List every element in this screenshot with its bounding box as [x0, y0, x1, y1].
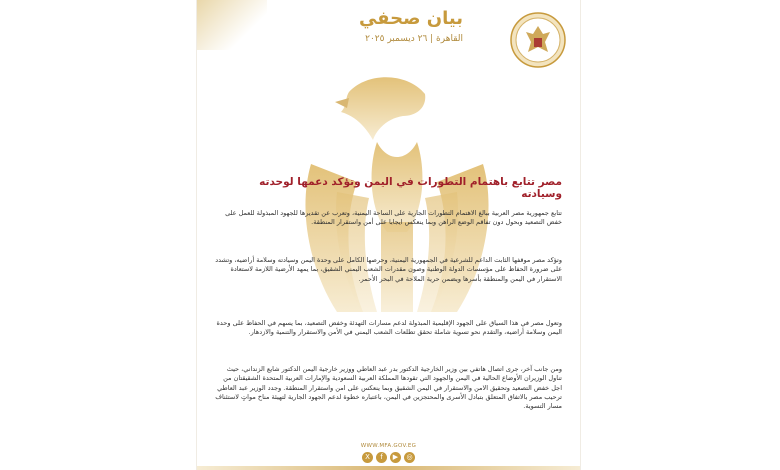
paragraph-1: تتابع جمهورية مصر العربية ببالغ الاهتمام التطورات الجارية على الساحة اليمنية، وتعرب عن تقديرها للجهود المبذولة للعمل على خفض التصعيد وبحول دون تفاقم الوضع الراهن وبما ينعكس ايجابا على أمن واستقرار المنطقة. — [225, 209, 562, 227]
instagram-icon[interactable]: ◎ — [404, 452, 415, 463]
press-release-date: القاهرة | ٢٦ ديسمبر ٢٠٢٥ — [365, 34, 463, 44]
facebook-icon[interactable]: f — [376, 452, 387, 463]
paragraph-3: وتعول مصر في هذا السياق على الجهود الإقليمية المبذولة لدعم مسارات التهدئة وخفض التصعيد، بما يسهم في الحفاظ على وحدة اليمن وسلامة أراضيه، والتقدم نحو تسوية شاملة تحقق تطلعات الشعب اليمني في الأمن والاستقرار والتنمية والازدهار. — [216, 319, 562, 337]
x-icon[interactable]: X — [362, 452, 373, 463]
youtube-icon[interactable]: ▶ — [390, 452, 401, 463]
social-icons — [197, 452, 580, 463]
release-heading: مصر تتابع باهتمام التطورات في اليمن وتؤكد دعمها لوحدته وسيادته — [259, 176, 562, 200]
ministry-seal-icon — [510, 12, 566, 68]
ministry-website-link[interactable]: WWW.MFA.GOV.EG — [360, 443, 417, 449]
press-release-title: بيان صحفي — [358, 8, 463, 29]
press-release-page — [197, 0, 580, 470]
footer-band — [197, 466, 580, 470]
corner-decoration — [197, 0, 267, 50]
paragraph-4: ومن جانب آخر، جرى اتصال هاتفي بين وزير الخارجية الدكتور بدر عبد العاطي ووزير خارجية اليمن الدكتور شايع الزنداني، حيث تناول الوزيران الأوضاع الحالية في اليمن والجهود التي تقودها المملكة العربية السعودية والإمارات العربية المتحدة الشقيقتان من اجل خفض التصعيد وتحقيق الامن والاستقرار في اليمن الشقيق وبما ينعكس على امن واستقرار المنطقة. وجدد الوزير عبد العاطي ترحيب مصر بالاتفاق المتعلق بتبادل الأسرى والمحتجزين في اليمن، باعتباره خطوة لدعم الجهود الجارية لتهيئة مناخ مواتٍ لاستئناف مسار التسوية. — [215, 365, 562, 411]
paragraph-2: وتؤكد مصر موقفها الثابت الداعم للشرعية في الجمهورية اليمنية، وحرصها الكامل على وحدة اليمن وسيادته وسلامة أراضيه، وتشدد على ضرورة الحفاظ على مؤسسات الدولة الوطنية وصون مقدرات الشعب اليمني الشقيق، بما يمهد الأرضية اللازمة لاستعادة الاستقرار في اليمن والمنطقة بأسرها ويضمن حرية الملاحة في البحر الأحمر. — [215, 256, 562, 283]
